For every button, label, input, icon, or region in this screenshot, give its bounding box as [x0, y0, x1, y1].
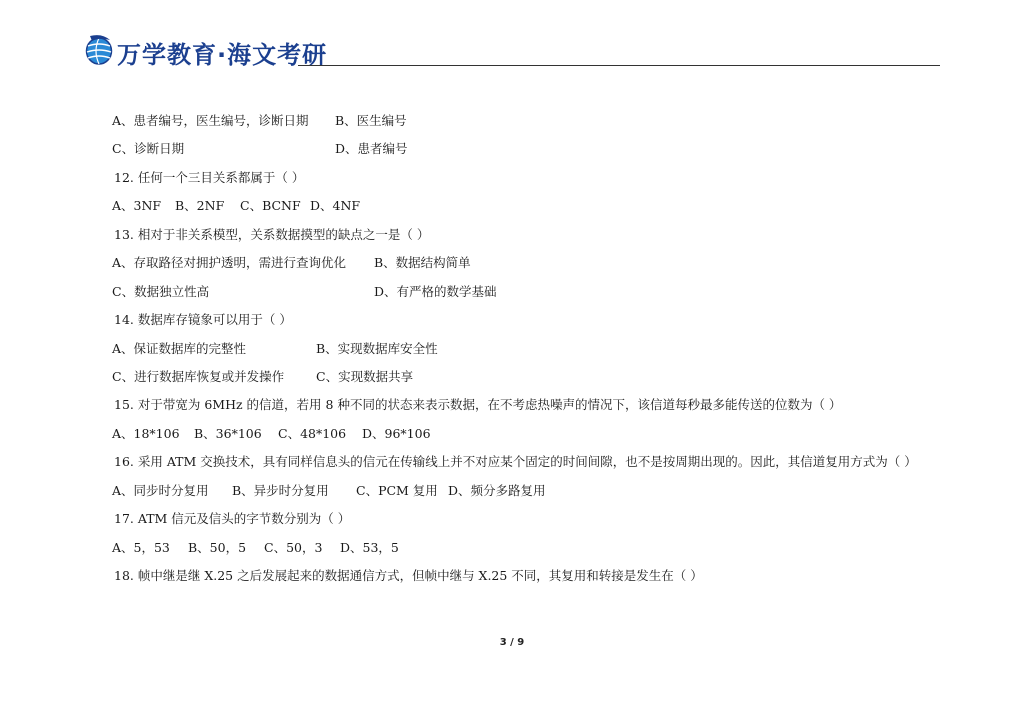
question-text: 18. 帧中继是继 X.25 之后发展起来的数据通信方式，但帧中继与 X.25 不同，其复用和转接是发生在（ ）: [114, 568, 703, 583]
option-text: D、4NF: [310, 198, 361, 213]
option-text: D、频分多路复用: [448, 483, 546, 498]
option-text: B、50，5: [188, 540, 247, 555]
question-text: 14. 数据库存镜象可以用于（ ）: [114, 312, 292, 327]
option-text: B、医生编号: [335, 113, 407, 128]
brand-name: 万学教育·海文考研: [117, 41, 328, 69]
option-text: C、BCNF: [240, 198, 301, 213]
question-text: 13. 相对于非关系模型，关系数据摸型的缺点之一是（ ）: [114, 227, 430, 242]
option-text: C、48*106: [278, 426, 347, 441]
option-text: C、数据独立性高: [112, 284, 210, 299]
option-text: D、患者编号: [335, 141, 408, 156]
option-text: B、36*106: [194, 426, 262, 441]
option-text: D、有严格的数学基础: [374, 284, 497, 299]
option-text: B、实现数据库安全性: [316, 341, 438, 356]
option-text: C、实现数据共享: [316, 369, 414, 384]
header-rule: [298, 65, 940, 66]
globe-logo-icon: [84, 32, 114, 68]
question-text: 16. 采用 ATM 交换技术，具有同样信息头的信元在传输线上并不对应某个固定的时间间隙，也不是按周期出现的。因此，其信道复用方式为（ ）: [114, 454, 917, 469]
option-text: C、进行数据库恢复或并发操作: [112, 369, 285, 384]
option-text: D、53，5: [340, 540, 399, 555]
question-text: 17. ATM 信元及信头的字节数分别为（ ）: [114, 511, 351, 526]
option-text: D、96*106: [362, 426, 431, 441]
document-header: [84, 32, 940, 72]
option-text: A、存取路径对拥护透明，需进行查询优化: [112, 255, 347, 270]
option-text: B、数据结构简单: [374, 255, 471, 270]
question-text: 15. 对于带宽为 6MHz 的信道，若用 8 种不同的状态来表示数据，在不考虑热噪声的情况下，该信道每秒最多能传送的位数为（ ）: [114, 397, 842, 412]
option-text: A、患者编号，医生编号，诊断日期: [112, 113, 309, 128]
option-text: A、5，53: [112, 540, 170, 555]
option-text: A、保证数据库的完整性: [112, 341, 247, 356]
option-text: A、18*106: [112, 426, 180, 441]
question-text: 12. 任何一个三目关系都属于（ ）: [114, 170, 305, 185]
option-text: A、3NF: [112, 198, 162, 213]
option-text: B、2NF: [175, 198, 225, 213]
option-text: C、PCM 复用: [356, 483, 438, 498]
page-number: 3 / 9: [499, 637, 525, 648]
option-text: B、异步时分复用: [232, 483, 329, 498]
option-text: C、诊断日期: [112, 141, 185, 156]
option-text: A、同步时分复用: [112, 483, 209, 498]
option-text: C、50，3: [264, 540, 323, 555]
